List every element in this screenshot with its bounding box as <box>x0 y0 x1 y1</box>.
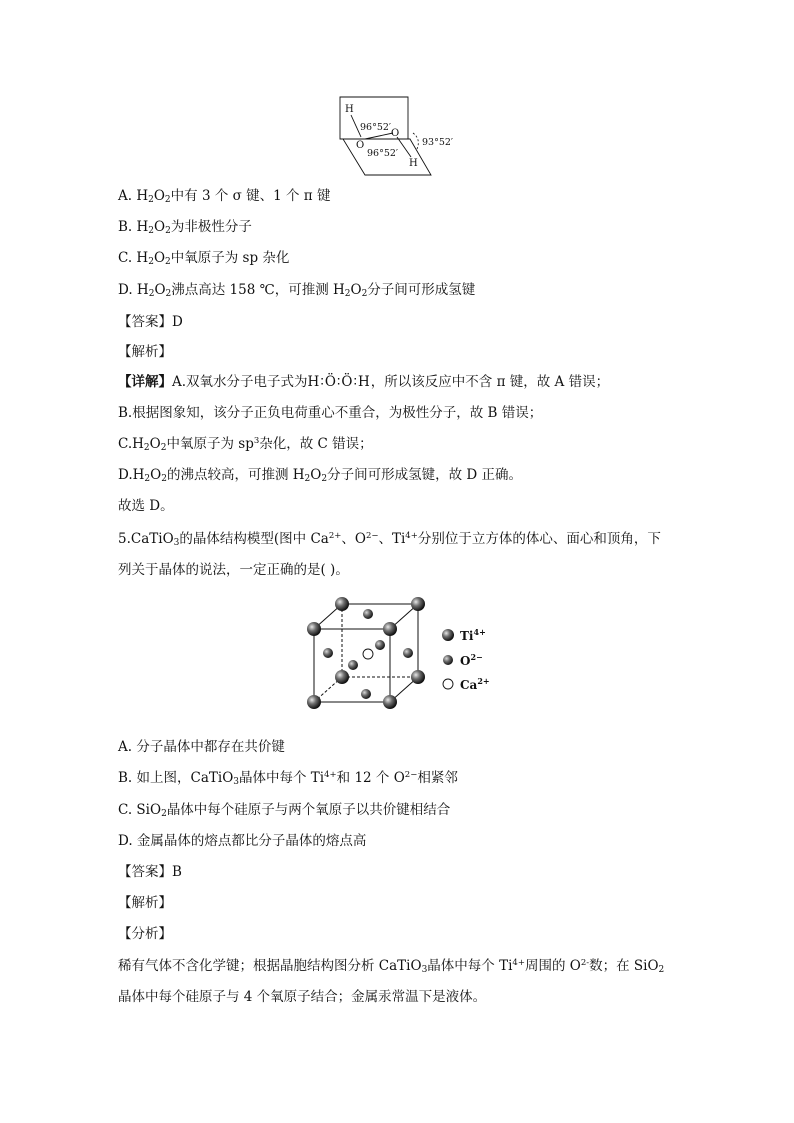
legend-ca-label: $Ca^{2+}$ <box>460 676 490 692</box>
q5-fenxi-line1: 稀有气体不含化学键；根据晶胞结构图分析 CaTiO$_3$晶体中每个 $Ti^{4+}$周围的 $O^{2-}$数；在 SiO$_2$ <box>118 958 665 975</box>
q4-detail-d: $D.H_2O_2$的沸点较高，可推测 $H_2O_2$分子间可形成氢键，故 D 正确。 <box>118 467 522 484</box>
q5-answer: 【答案】B <box>118 864 182 880</box>
q5-stem-line1: 5.CaTiO$_3$的晶体结构模型(图中 $Ca^{2+}$、$O^{2-}$、$Ti^{4+}$分别位于立方体的体心、面心和顶角，下 <box>118 531 661 548</box>
q5-fenxi-title: 【分析】 <box>118 926 172 942</box>
q4-detail-b: B.根据图象知，该分子正负电荷重心不重合，为极性分子，故 B 错误； <box>118 405 543 421</box>
legend <box>442 627 490 692</box>
q4-option-b: B. $H_2O_2$为非极性分子 <box>118 219 252 236</box>
legend-ca-swatch <box>443 679 453 689</box>
dihedral-arc <box>413 133 418 149</box>
o-o-bond <box>365 133 393 139</box>
catio3-unit-cell-figure <box>300 590 510 718</box>
q5-option-c: C. SiO$_2$晶体中每个硅原子与两个氧原子以共价键相结合 <box>118 802 451 819</box>
legend-ti-label: $Ti^{4+}$ <box>460 627 486 643</box>
o-h-bond-bottom <box>397 137 411 157</box>
atom-o-left: O <box>356 140 365 151</box>
dihedral-label: 93°52′ <box>422 137 454 148</box>
atom-h-bottom: H <box>409 158 418 169</box>
h2o2-structure-figure <box>335 93 465 177</box>
q4-conclusion: 故选 D。 <box>118 498 174 514</box>
q4-option-c: C. $H_2O_2$中氧原子为 sp 杂化 <box>118 250 290 267</box>
angle-top-label: 96°52′ <box>360 122 392 133</box>
atom-h-top: H <box>345 104 354 115</box>
q5-option-d: D. 金属晶体的熔点都比分子晶体的熔点高 <box>118 833 367 849</box>
q5-stem-line2: 列关于晶体的说法，一定正确的是( )。 <box>118 562 349 578</box>
calcium-ion <box>363 649 373 659</box>
atom-o-right: O <box>391 128 400 139</box>
legend-o-label: $O^{2-}$ <box>460 652 483 668</box>
q4-answer: 【答案】D <box>118 314 183 330</box>
q4-analysis-title: 【解析】 <box>118 344 172 360</box>
q5-option-b: B. 如上图，CaTiO$_3$晶体中每个 $Ti^{4+}$和 12 个 $O^{2-}$相紧邻 <box>118 770 458 787</box>
h2o2-electron-formula: H∶Ö∶Ö∶H <box>307 374 371 390</box>
q4-option-d: D. $H_2O_2$沸点高达 158 ℃，可推测 $H_2O_2$分子间可形成氢键 <box>118 282 476 299</box>
q5-option-a: A. 分子晶体中都存在共价键 <box>118 739 285 755</box>
q5-fenxi-line2: 晶体中每个硅原子与 4 个氧原子结合；金属汞常温下是液体。 <box>118 989 487 1005</box>
q4-detail-c: $C.H_2O_2$中氧原子为 $sp^3$杂化，故 C 错误； <box>118 436 373 453</box>
q5-analysis-title: 【解析】 <box>118 895 172 911</box>
legend-ti-swatch <box>442 629 454 641</box>
angle-bottom-label: 96°52′ <box>367 148 399 159</box>
legend-o-swatch <box>443 655 453 665</box>
q4-detail-a: 【详解】A.双氧水分子电子式为H∶Ö∶Ö∶H，所以该反应中不含 π 键，故 A 错误； <box>118 374 610 390</box>
q4-option-a: A. $H_2O_2$中有 3 个 σ 键、1 个 π 键 <box>118 188 331 205</box>
